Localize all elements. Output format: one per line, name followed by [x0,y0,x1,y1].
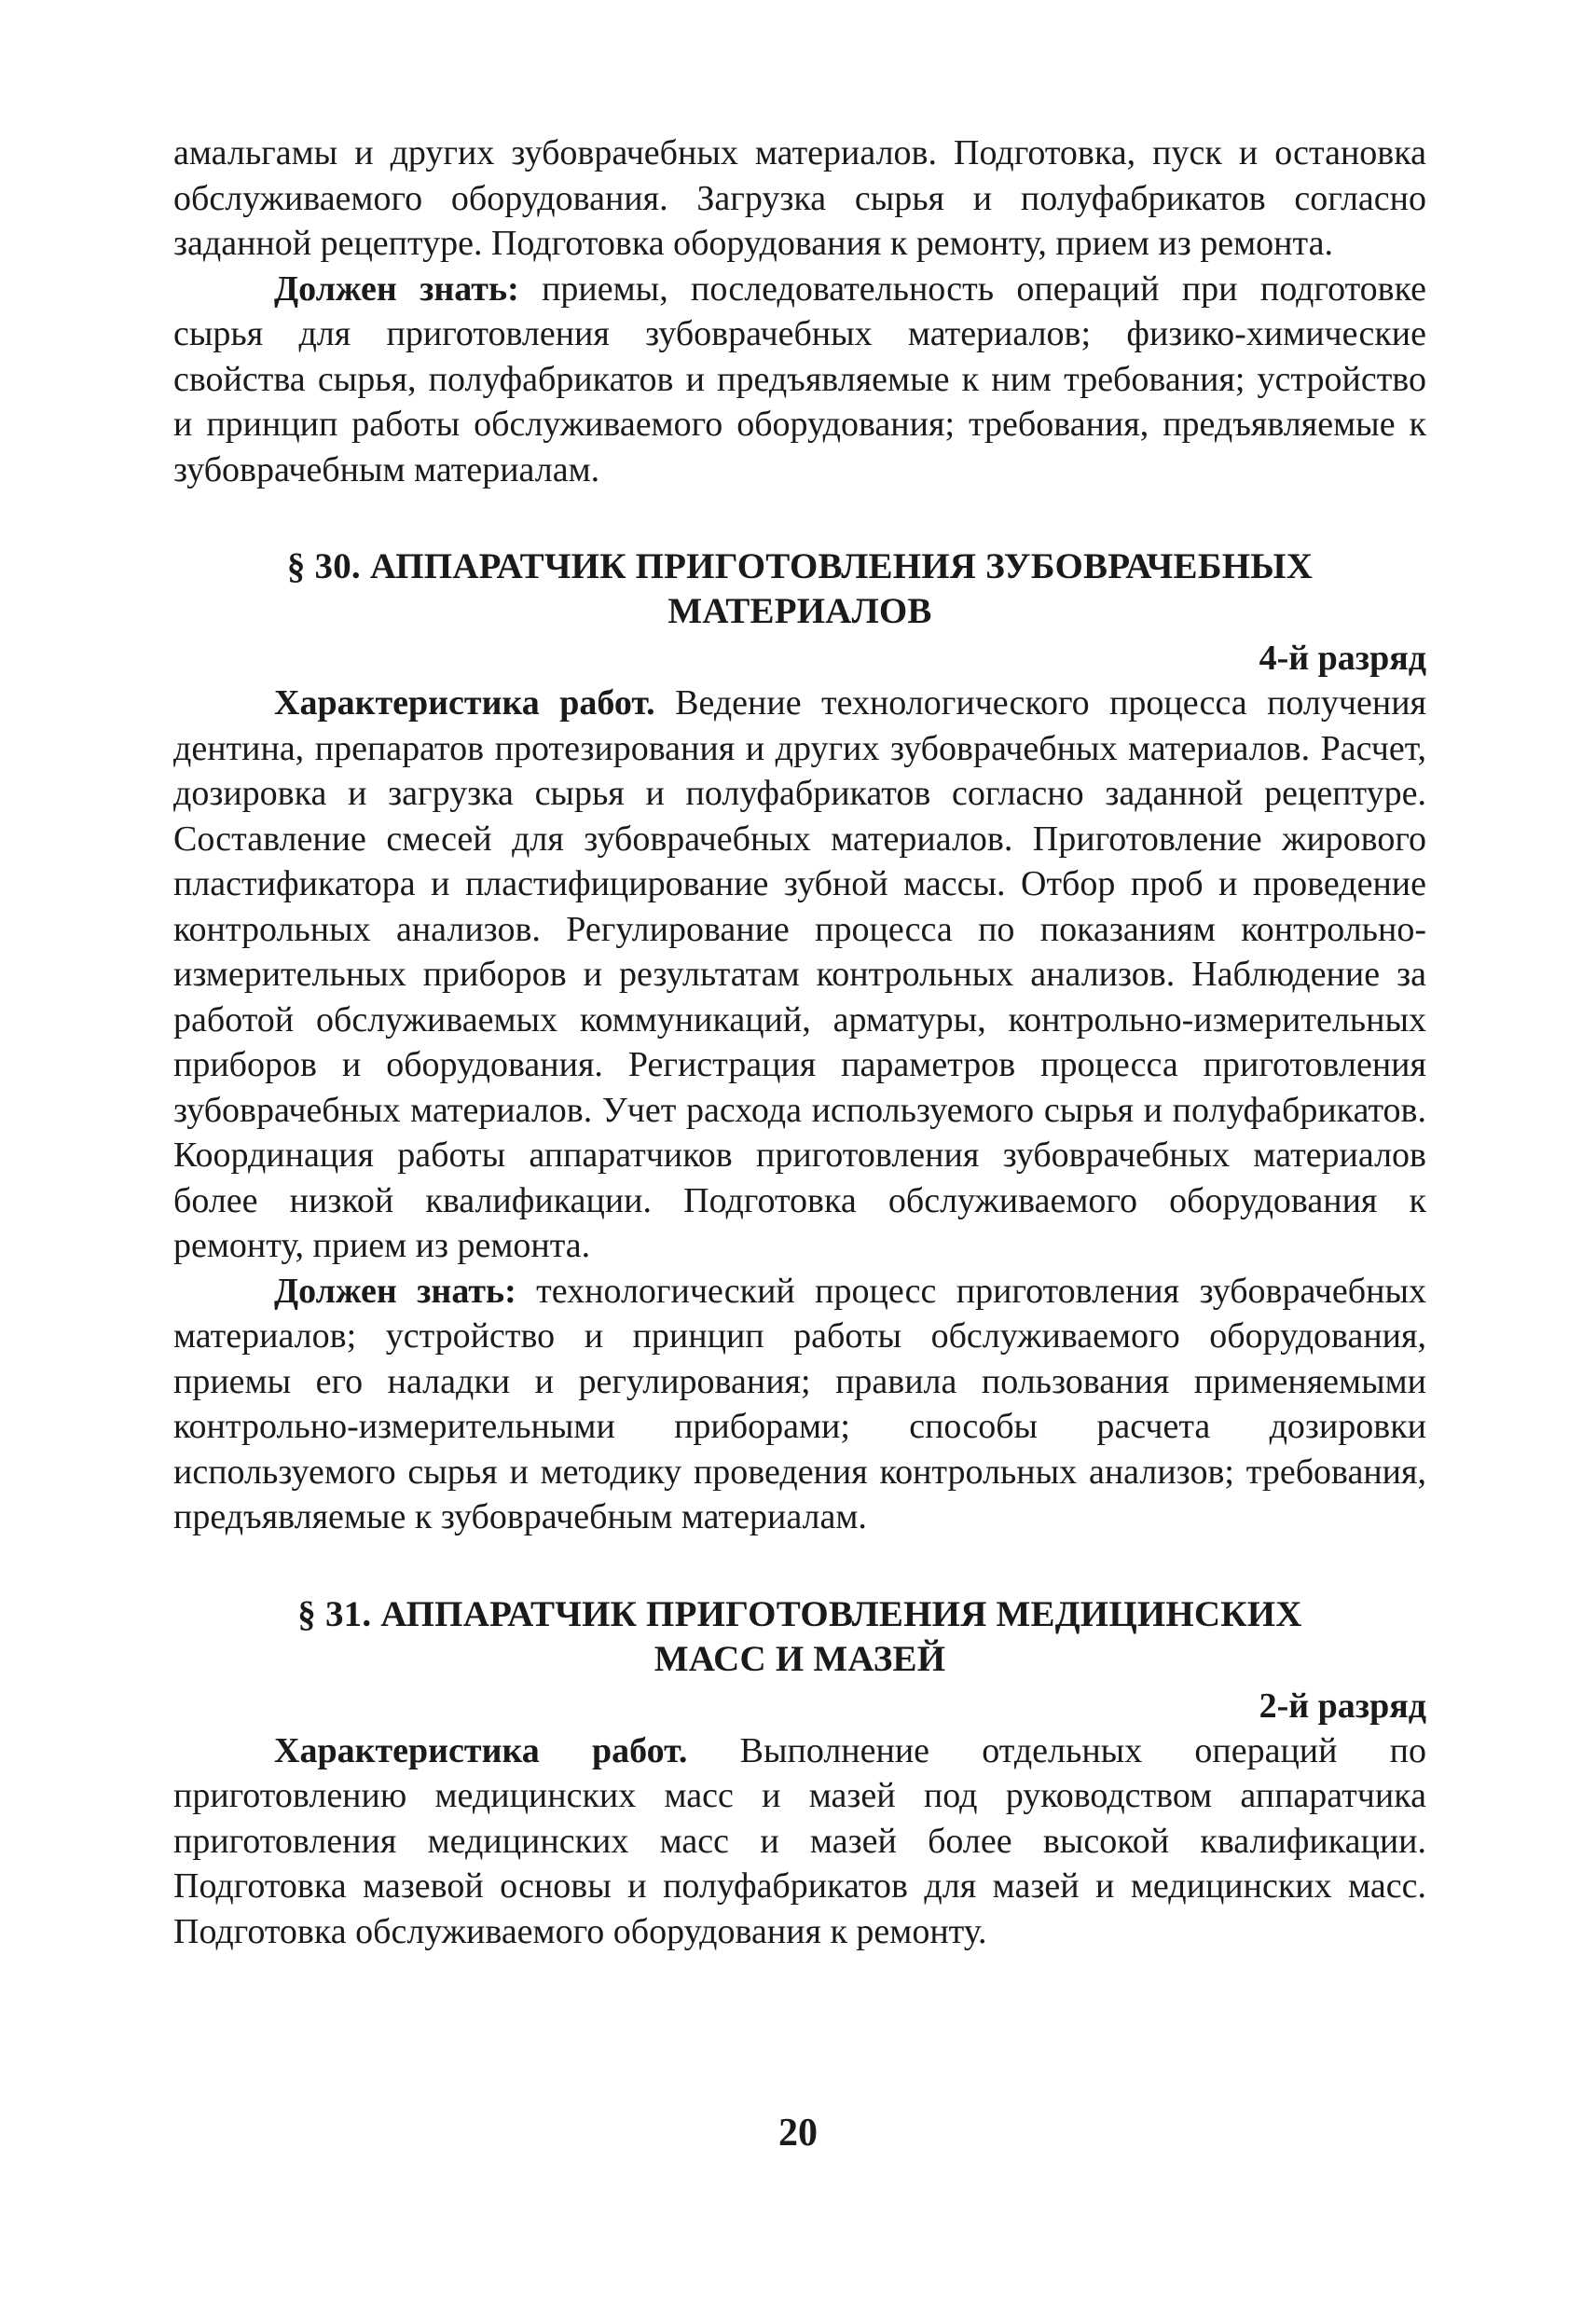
intro-paragraph: амальгамы и других зубоврачебных материалов. Подготовка, пуск и остановка обслуживаемого оборудования. Загрузка сырья и полуфабрикатов согласно заданной рецептуре. Подготовка оборудования к ремонту, прием из ремонта. [173,133,1426,263]
section-30-grade: 4-й разряд [1259,639,1426,678]
section-31-title-line-2: МАСС И МАЗЕЙ [654,1638,946,1679]
work-label: Характеристика работ. [274,1730,688,1770]
knowledge-label: Должен знать: [274,1271,516,1311]
section-31-title-line-1: § 31. АППАРАТЧИК ПРИГОТОВЛЕНИЯ МЕДИЦИНСКИХ [297,1593,1302,1634]
intro-knowledge-paragraph [173,267,1426,493]
section-30-knowledge-paragraph [173,1269,1426,1540]
section-30-title [173,544,1426,634]
work-text: Выполнение отдельных операций по приготовлению медицинских масс и мазей под руководством аппаратчика приготовления медицинских масс и мазей более высокой квалификации. Подготовка мазевой основы и полуфабрикатов для мазей и медицинских масс. Подготовка обслуживаемого оборудования к ремонту. [173,1730,1427,1951]
work-label: Характеристика работ. [274,683,655,723]
section-31-title [173,1592,1426,1682]
section-31-grade: 2-й разряд [1259,1686,1426,1726]
page-number: 20 [778,2112,818,2155]
section-31-work-paragraph [173,1728,1426,1955]
section-30-title-line-1: § 30. АППАРАТЧИК ПРИГОТОВЛЕНИЯ ЗУБОВРАЧЕБНЫХ [286,546,1314,586]
section-30-work-paragraph [173,681,1426,1269]
section-30-title-line-2: МАТЕРИАЛОВ [667,591,932,631]
work-text: Ведение технологического процесса получения дентина, препаратов протезирования и других зубоврачебных материалов. Расчет, дозировка и загрузка сырья и полуфабрикатов согласно заданной рецептуре. Составление смесей для зубоврачебных материалов. Приготовление жирового пластификатора и пластифицирование зубной массы. Отбор проб и проведение контрольных анализов. Регулирование процесса по показаниям контрольно-измерительных приборов и результатам контрольных анализов. Наблюдение за работой обслуживаемых коммуникаций, арматуры, контрольно-измерительных приборов и оборудования. Регистрация параметров процесса приготовления зубоврачебных материалов. Учет расхода используемого сырья и полуфабрикатов. Координация работы аппаратчиков приготовления зубоврачебных материалов более низкой квалификации. Подготовка обслуживаемого оборудования к ремонту, прием из ремонта. [173,683,1427,1265]
knowledge-label: Должен знать: [274,268,519,309]
knowledge-text: приемы, последовательность операций при подготовке сырья для приготовления зубоврачебных материалов; физико-химические свойства сырья, полуфабрикатов и предъявляемые к ним требования; устройство и принцип работы обслуживаемого оборудования; требования, предъявляемые к зубоврачебным материалам. [173,268,1426,489]
knowledge-text: технологический процесс приготовления зубоврачебных материалов; устройство и принцип работы обслуживаемого оборудования, приемы его наладки и регулирования; правила пользования применяемыми контрольно-измерительными приборами; способы расчета дозировки используемого сырья и методику проведения контрольных анализов; требования, предъявляемые к зубоврачебным материалам. [173,1271,1426,1536]
document-page [173,131,1426,1954]
